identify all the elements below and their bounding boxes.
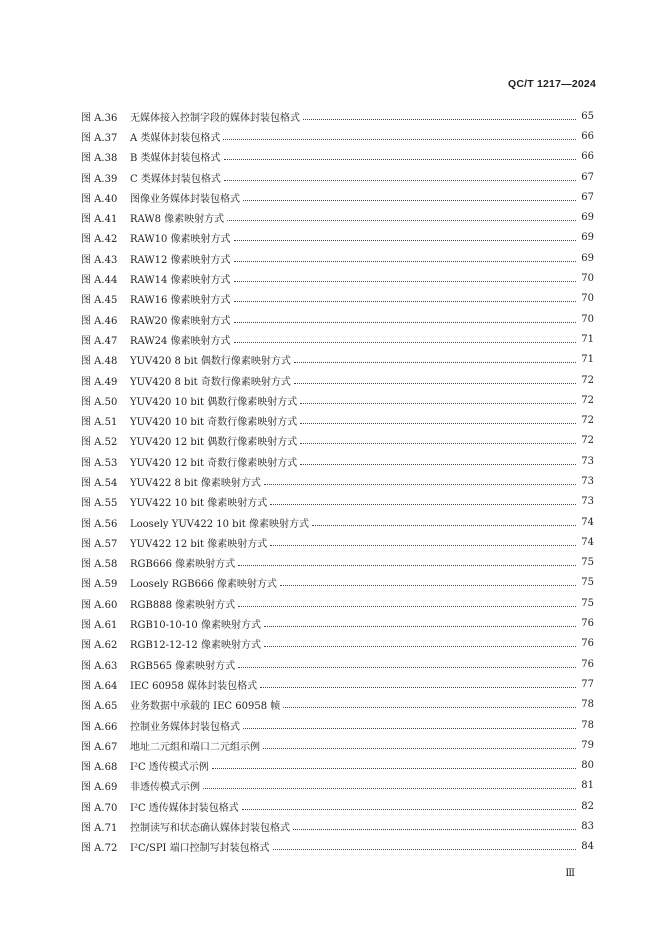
toc-entry[interactable] bbox=[81, 674, 594, 694]
toc-entry[interactable] bbox=[81, 289, 594, 309]
figure-title: 控制读写和状态确认媒体封装包格式 bbox=[130, 823, 290, 835]
toc-entry[interactable] bbox=[81, 167, 594, 187]
dot-leader bbox=[243, 199, 576, 201]
figure-title: RAW16 像素映射方式 bbox=[130, 295, 231, 307]
page-reference: 78 bbox=[581, 699, 594, 711]
document-code: QC/T 1217—2024 bbox=[507, 78, 596, 90]
dot-leader bbox=[234, 321, 576, 323]
dot-leader bbox=[283, 706, 576, 708]
figure-title: 地址二元组和端口二元组示例 bbox=[130, 741, 260, 753]
toc-entry[interactable] bbox=[81, 207, 594, 227]
figure-title: I²C 透传模式示例 bbox=[130, 762, 209, 774]
page-reference: 70 bbox=[581, 293, 594, 305]
dot-leader bbox=[312, 524, 576, 526]
figure-number: 图 A.50 bbox=[81, 396, 118, 408]
figure-number: 图 A.68 bbox=[81, 762, 118, 774]
figure-title: RAW10 像素映射方式 bbox=[130, 234, 231, 246]
page-reference: 73 bbox=[581, 496, 594, 508]
figure-title: RGB12-12-12 像素映射方式 bbox=[130, 640, 261, 652]
dot-leader bbox=[280, 584, 576, 586]
dot-leader bbox=[264, 483, 576, 485]
dot-leader bbox=[227, 219, 576, 221]
toc-entry[interactable] bbox=[81, 593, 594, 613]
page-reference: 75 bbox=[581, 597, 594, 609]
dot-leader bbox=[242, 808, 576, 810]
dot-leader bbox=[300, 463, 576, 465]
toc-entry[interactable] bbox=[81, 837, 594, 857]
figure-title: RGB565 像素映射方式 bbox=[130, 660, 236, 672]
dot-leader bbox=[212, 767, 576, 769]
toc-entry[interactable] bbox=[81, 695, 594, 715]
toc-entry[interactable] bbox=[81, 776, 594, 796]
figure-title: A 类媒体封装包格式 bbox=[130, 132, 221, 144]
dot-leader bbox=[300, 422, 576, 424]
dot-leader bbox=[234, 260, 576, 262]
figure-number: 图 A.46 bbox=[81, 315, 118, 327]
figure-number: 图 A.44 bbox=[81, 275, 118, 287]
toc-entry[interactable] bbox=[81, 816, 594, 836]
figure-title: YUV420 8 bit 奇数行像素映射方式 bbox=[130, 376, 291, 388]
toc-entry[interactable] bbox=[81, 756, 594, 776]
dot-leader bbox=[238, 605, 576, 607]
toc-entry[interactable] bbox=[81, 634, 594, 654]
figure-title: 无媒体接入控制字段的媒体封装包格式 bbox=[130, 112, 300, 124]
figure-number: 图 A.59 bbox=[81, 579, 118, 591]
page-reference: 74 bbox=[581, 536, 594, 548]
toc-entry[interactable] bbox=[81, 329, 594, 349]
toc-entry[interactable] bbox=[81, 410, 594, 430]
page-reference: 65 bbox=[581, 110, 594, 122]
dot-leader bbox=[224, 179, 576, 181]
dot-leader bbox=[300, 442, 576, 444]
page-reference: 66 bbox=[581, 151, 594, 163]
toc-entry[interactable] bbox=[81, 553, 594, 573]
page-reference: 67 bbox=[581, 171, 594, 183]
figure-number: 图 A.49 bbox=[81, 376, 118, 388]
figure-number: 图 A.64 bbox=[81, 680, 118, 692]
figure-title: RGB10-10-10 像素映射方式 bbox=[130, 620, 261, 632]
figure-number: 图 A.39 bbox=[81, 173, 118, 185]
dot-leader bbox=[260, 686, 576, 688]
figure-title: Loosely YUV422 10 bit 像素映射方式 bbox=[130, 518, 309, 530]
page-reference: 69 bbox=[581, 212, 594, 224]
figure-number: 图 A.72 bbox=[81, 843, 118, 855]
figure-number: 图 A.51 bbox=[81, 417, 118, 429]
figure-title: RAW12 像素映射方式 bbox=[130, 254, 231, 266]
page-reference: 71 bbox=[581, 333, 594, 345]
figure-number: 图 A.70 bbox=[81, 802, 118, 814]
page-reference: 76 bbox=[581, 618, 594, 630]
figure-title: 业务数据中承载的 IEC 60958 帧 bbox=[130, 701, 281, 713]
toc-entry[interactable] bbox=[81, 390, 594, 410]
figure-title: B 类媒体封装包格式 bbox=[130, 153, 221, 165]
dot-leader bbox=[224, 158, 576, 160]
figure-title: YUV420 8 bit 偶数行像素映射方式 bbox=[130, 356, 291, 368]
figure-number: 图 A.52 bbox=[81, 437, 118, 449]
figure-number: 图 A.40 bbox=[81, 193, 118, 205]
figure-title: RAW8 像素映射方式 bbox=[130, 214, 225, 226]
figure-number: 图 A.36 bbox=[81, 112, 118, 124]
dot-leader bbox=[234, 341, 576, 343]
page-reference: 78 bbox=[581, 719, 594, 731]
page-reference: 79 bbox=[581, 739, 594, 751]
toc-entry[interactable] bbox=[81, 147, 594, 167]
figure-number: 图 A.45 bbox=[81, 295, 118, 307]
page-reference: 73 bbox=[581, 475, 594, 487]
figure-number: 图 A.62 bbox=[81, 640, 118, 652]
dot-leader bbox=[303, 118, 576, 120]
dot-leader bbox=[293, 828, 576, 830]
page-reference: 75 bbox=[581, 577, 594, 589]
figure-number: 图 A.48 bbox=[81, 356, 118, 368]
toc-entry[interactable] bbox=[81, 248, 594, 268]
toc-entry[interactable] bbox=[81, 573, 594, 593]
dot-leader bbox=[223, 138, 576, 140]
dot-leader bbox=[234, 280, 576, 282]
figure-number: 图 A.61 bbox=[81, 620, 118, 632]
dot-leader bbox=[264, 625, 576, 627]
dot-leader bbox=[273, 848, 576, 850]
toc-entry[interactable] bbox=[81, 492, 594, 512]
page-reference: 72 bbox=[581, 435, 594, 447]
figure-number: 图 A.54 bbox=[81, 477, 118, 489]
figure-title: 非透传模式示例 bbox=[130, 782, 200, 794]
toc-entry[interactable] bbox=[81, 451, 594, 471]
page-reference: 84 bbox=[581, 841, 594, 853]
page-reference: 69 bbox=[581, 252, 594, 264]
toc-entry[interactable] bbox=[81, 532, 594, 552]
dot-leader bbox=[234, 239, 576, 241]
figure-number: 图 A.56 bbox=[81, 518, 118, 530]
page-reference: 82 bbox=[581, 800, 594, 812]
page-reference: 67 bbox=[581, 191, 594, 203]
figure-number: 图 A.66 bbox=[81, 721, 118, 733]
figure-title: YUV420 12 bit 奇数行像素映射方式 bbox=[130, 457, 298, 469]
figure-number: 图 A.69 bbox=[81, 782, 118, 794]
figure-number: 图 A.63 bbox=[81, 660, 118, 672]
page-reference: 83 bbox=[581, 821, 594, 833]
page-reference: 80 bbox=[581, 760, 594, 772]
figure-title: IEC 60958 媒体封装包格式 bbox=[130, 680, 258, 692]
figure-title: YUV422 10 bit 像素映射方式 bbox=[130, 498, 268, 510]
page-reference: 72 bbox=[581, 374, 594, 386]
toc-entry[interactable] bbox=[81, 654, 594, 674]
dot-leader bbox=[234, 300, 576, 302]
toc-entry[interactable] bbox=[81, 187, 594, 207]
page-reference: 76 bbox=[581, 658, 594, 670]
figure-title: YUV420 10 bit 偶数行像素映射方式 bbox=[130, 396, 298, 408]
figure-title: Loosely RGB666 像素映射方式 bbox=[130, 579, 277, 591]
toc-entry[interactable] bbox=[81, 370, 594, 390]
figure-title: RAW24 像素映射方式 bbox=[130, 335, 231, 347]
toc-entry[interactable] bbox=[81, 126, 594, 146]
dot-leader bbox=[203, 787, 576, 789]
dot-leader bbox=[294, 361, 576, 363]
toc-entry[interactable] bbox=[81, 228, 594, 248]
toc-entry[interactable] bbox=[81, 613, 594, 633]
figure-number: 图 A.37 bbox=[81, 132, 118, 144]
figure-number: 图 A.42 bbox=[81, 234, 118, 246]
page-reference: 69 bbox=[581, 232, 594, 244]
figure-title: YUV420 12 bit 偶数行像素映射方式 bbox=[130, 437, 298, 449]
figure-title: YUV422 8 bit 像素映射方式 bbox=[130, 477, 261, 489]
page-reference: 74 bbox=[581, 516, 594, 528]
figure-title: 图像业务媒体封装包格式 bbox=[130, 193, 240, 205]
toc-entry[interactable] bbox=[81, 431, 594, 451]
figure-title: YUV422 12 bit 像素映射方式 bbox=[130, 538, 268, 550]
page-reference: 81 bbox=[581, 780, 594, 792]
figure-title: RGB888 像素映射方式 bbox=[130, 599, 236, 611]
toc-entry[interactable] bbox=[81, 735, 594, 755]
dot-leader bbox=[263, 747, 576, 749]
page-reference: 66 bbox=[581, 130, 594, 142]
toc-entry[interactable] bbox=[81, 268, 594, 288]
figure-number: 图 A.67 bbox=[81, 741, 118, 753]
page-reference: 73 bbox=[581, 455, 594, 467]
figure-title: C 类媒体封装包格式 bbox=[130, 173, 221, 185]
toc-entry[interactable] bbox=[81, 471, 594, 491]
dot-leader bbox=[238, 564, 576, 566]
figure-title: I²C 透传媒体封装包格式 bbox=[130, 802, 239, 814]
page-reference: 70 bbox=[581, 273, 594, 285]
dot-leader bbox=[270, 544, 576, 546]
page-reference: 70 bbox=[581, 313, 594, 325]
toc-entry[interactable] bbox=[81, 715, 594, 735]
figure-number: 图 A.38 bbox=[81, 153, 118, 165]
figure-number: 图 A.55 bbox=[81, 498, 118, 510]
dot-leader bbox=[264, 645, 576, 647]
figure-number: 图 A.65 bbox=[81, 701, 118, 713]
figure-number: 图 A.58 bbox=[81, 559, 118, 571]
dot-leader bbox=[270, 503, 576, 505]
figure-number: 图 A.47 bbox=[81, 335, 118, 347]
figure-number: 图 A.41 bbox=[81, 214, 118, 226]
dot-leader bbox=[294, 382, 576, 384]
figure-number: 图 A.60 bbox=[81, 599, 118, 611]
page-reference: 72 bbox=[581, 394, 594, 406]
toc-entry[interactable] bbox=[81, 309, 594, 329]
table-of-contents bbox=[81, 106, 594, 857]
toc-entry[interactable] bbox=[81, 106, 594, 126]
figure-title: YUV420 10 bit 奇数行像素映射方式 bbox=[130, 417, 298, 429]
figure-number: 图 A.57 bbox=[81, 538, 118, 550]
dot-leader bbox=[238, 666, 576, 668]
page-reference: 75 bbox=[581, 557, 594, 569]
dot-leader bbox=[243, 727, 576, 729]
figure-title: I²C/SPI 端口控制写封装包格式 bbox=[130, 843, 270, 855]
page-reference: 76 bbox=[581, 638, 594, 650]
page-reference: 77 bbox=[581, 678, 594, 690]
page-reference: 72 bbox=[581, 415, 594, 427]
toc-entry[interactable] bbox=[81, 512, 594, 532]
page-reference: 71 bbox=[581, 354, 594, 366]
figure-title: RAW20 像素映射方式 bbox=[130, 315, 231, 327]
dot-leader bbox=[300, 402, 576, 404]
toc-entry[interactable] bbox=[81, 350, 594, 370]
figure-title: 控制业务媒体封装包格式 bbox=[130, 721, 240, 733]
page-number: Ⅲ bbox=[565, 868, 575, 879]
figure-number: 图 A.53 bbox=[81, 457, 118, 469]
figure-title: RAW14 像素映射方式 bbox=[130, 275, 231, 287]
figure-title: RGB666 像素映射方式 bbox=[130, 559, 236, 571]
figure-number: 图 A.71 bbox=[81, 823, 118, 835]
toc-entry[interactable] bbox=[81, 796, 594, 816]
figure-number: 图 A.43 bbox=[81, 254, 118, 266]
